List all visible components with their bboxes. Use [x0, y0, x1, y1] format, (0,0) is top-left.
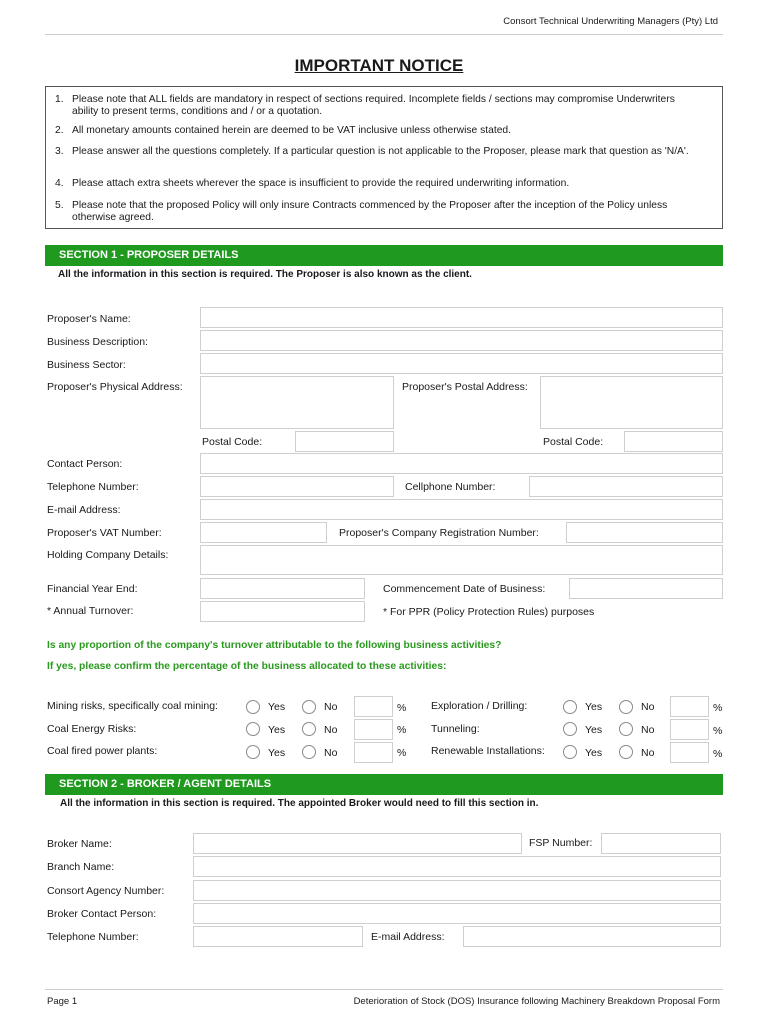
physical-postal-code-field[interactable]: [295, 431, 394, 452]
commencement-date-field[interactable]: [569, 578, 723, 599]
holding-company-field[interactable]: [200, 545, 723, 575]
email-label: E-mail Address:: [47, 504, 121, 516]
no-label: No: [641, 747, 655, 759]
percentage-field[interactable]: [670, 719, 709, 740]
broker-email-field[interactable]: [463, 926, 721, 947]
section1-header: SECTION 1 - PROPOSER DETAILS: [45, 245, 723, 266]
activity-label: Exploration / Drilling:: [431, 700, 528, 712]
page-number: Page 1: [47, 996, 78, 1007]
no-label: No: [641, 701, 655, 713]
agency-number-field[interactable]: [193, 880, 721, 901]
registration-number-field[interactable]: [566, 522, 723, 543]
annual-turnover-label: * Annual Turnover:: [47, 605, 134, 617]
cellphone-field[interactable]: [529, 476, 723, 497]
section2-header: SECTION 2 - BROKER / AGENT DETAILS: [45, 774, 723, 795]
vat-number-label: Proposer's VAT Number:: [47, 527, 162, 539]
yes-radio[interactable]: [563, 722, 577, 736]
yes-label: Yes: [585, 747, 603, 759]
header-divider: [45, 34, 723, 35]
yes-radio[interactable]: [246, 745, 260, 759]
broker-contact-field[interactable]: [193, 903, 721, 924]
percent-sign: %: [397, 724, 407, 736]
percent-sign: %: [713, 725, 723, 737]
branch-name-field[interactable]: [193, 856, 721, 877]
footer-divider: [45, 989, 723, 990]
no-radio[interactable]: [302, 745, 316, 759]
activity-label: Mining risks, specifically coal mining:: [47, 700, 218, 712]
percentage-field[interactable]: [354, 742, 393, 763]
broker-telephone-field[interactable]: [193, 926, 363, 947]
yes-radio[interactable]: [563, 745, 577, 759]
proposer-name-label: Proposer's Name:: [47, 313, 131, 325]
financial-year-end-label: Financial Year End:: [47, 583, 138, 595]
form-title: Deterioration of Stock (DOS) Insurance following Machinery Breakdown Proposal Form: [353, 996, 720, 1007]
telephone-label: Telephone Number:: [47, 481, 139, 493]
percent-sign: %: [713, 748, 723, 760]
activity-label: Coal Energy Risks:: [47, 723, 137, 735]
holding-company-label: Holding Company Details:: [47, 549, 169, 561]
business-description-field[interactable]: [200, 330, 723, 351]
percentage-field[interactable]: [670, 742, 709, 763]
broker-telephone-label: Telephone Number:: [47, 931, 139, 943]
percentage-question: If yes, please confirm the percentage of the business allocated to these activities:: [47, 661, 447, 672]
yes-label: Yes: [268, 724, 286, 736]
broker-name-field[interactable]: [193, 833, 522, 854]
contact-person-label: Contact Person:: [47, 458, 123, 470]
agency-number-label: Consort Agency Number:: [47, 885, 165, 897]
cellphone-label: Cellphone Number:: [405, 481, 496, 493]
activity-label: Renewable Installations:: [431, 745, 545, 757]
fsp-number-field[interactable]: [601, 833, 721, 854]
ppr-note: * For PPR (Policy Protection Rules) purposes: [383, 606, 595, 618]
yes-radio[interactable]: [563, 700, 577, 714]
yes-label: Yes: [268, 701, 286, 713]
yes-label: Yes: [585, 701, 603, 713]
percent-sign: %: [397, 747, 407, 759]
yes-label: Yes: [585, 724, 603, 736]
business-sector-field[interactable]: [200, 353, 723, 374]
percentage-field[interactable]: [670, 696, 709, 717]
percent-sign: %: [713, 702, 723, 714]
percentage-field[interactable]: [354, 696, 393, 717]
no-radio[interactable]: [619, 745, 633, 759]
activity-label: Tunneling:: [431, 723, 480, 735]
section1-subtitle: All the information in this section is required. The Proposer is also known as the client.: [58, 269, 472, 280]
postal-postal-code-field[interactable]: [624, 431, 723, 452]
postal-code-label-1: Postal Code:: [202, 436, 263, 448]
yes-radio[interactable]: [246, 700, 260, 714]
page-title: IMPORTANT NOTICE: [294, 56, 464, 75]
annual-turnover-field[interactable]: [200, 601, 365, 622]
activity-label: Coal fired power plants:: [47, 745, 158, 757]
commencement-date-label: Commencement Date of Business:: [383, 583, 546, 595]
no-label: No: [324, 701, 338, 713]
business-sector-label: Business Sector:: [47, 359, 126, 371]
broker-name-label: Broker Name:: [47, 838, 112, 850]
postal-code-label-2: Postal Code:: [543, 436, 604, 448]
yes-radio[interactable]: [246, 722, 260, 736]
no-radio[interactable]: [619, 722, 633, 736]
broker-email-label: E-mail Address:: [371, 931, 445, 943]
section2-subtitle: All the information in this section is required. The appointed Broker would need to fill this section in.: [60, 798, 539, 809]
physical-address-field[interactable]: [200, 376, 394, 429]
contact-person-field[interactable]: [200, 453, 723, 474]
header-company: Consort Technical Underwriting Managers (Pty) Ltd: [503, 16, 718, 27]
no-label: No: [324, 747, 338, 759]
no-radio[interactable]: [619, 700, 633, 714]
vat-number-field[interactable]: [200, 522, 327, 543]
percentage-field[interactable]: [354, 719, 393, 740]
business-description-label: Business Description:: [47, 336, 148, 348]
broker-contact-label: Broker Contact Person:: [47, 908, 157, 920]
proposer-name-field[interactable]: [200, 307, 723, 328]
turnover-question: Is any proportion of the company's turnover attributable to the following business activities?: [47, 640, 502, 651]
no-radio[interactable]: [302, 700, 316, 714]
no-radio[interactable]: [302, 722, 316, 736]
yes-label: Yes: [268, 747, 286, 759]
telephone-field[interactable]: [200, 476, 394, 497]
percent-sign: %: [397, 702, 407, 714]
no-label: No: [641, 724, 655, 736]
financial-year-end-field[interactable]: [200, 578, 365, 599]
postal-address-field[interactable]: [540, 376, 723, 429]
physical-address-label: Proposer's Physical Address:: [47, 381, 183, 393]
registration-number-label: Proposer's Company Registration Number:: [339, 527, 539, 539]
email-field[interactable]: [200, 499, 723, 520]
no-label: No: [324, 724, 338, 736]
postal-address-label: Proposer's Postal Address:: [402, 381, 528, 393]
fsp-number-label: FSP Number:: [529, 837, 593, 849]
branch-name-label: Branch Name:: [47, 861, 115, 873]
